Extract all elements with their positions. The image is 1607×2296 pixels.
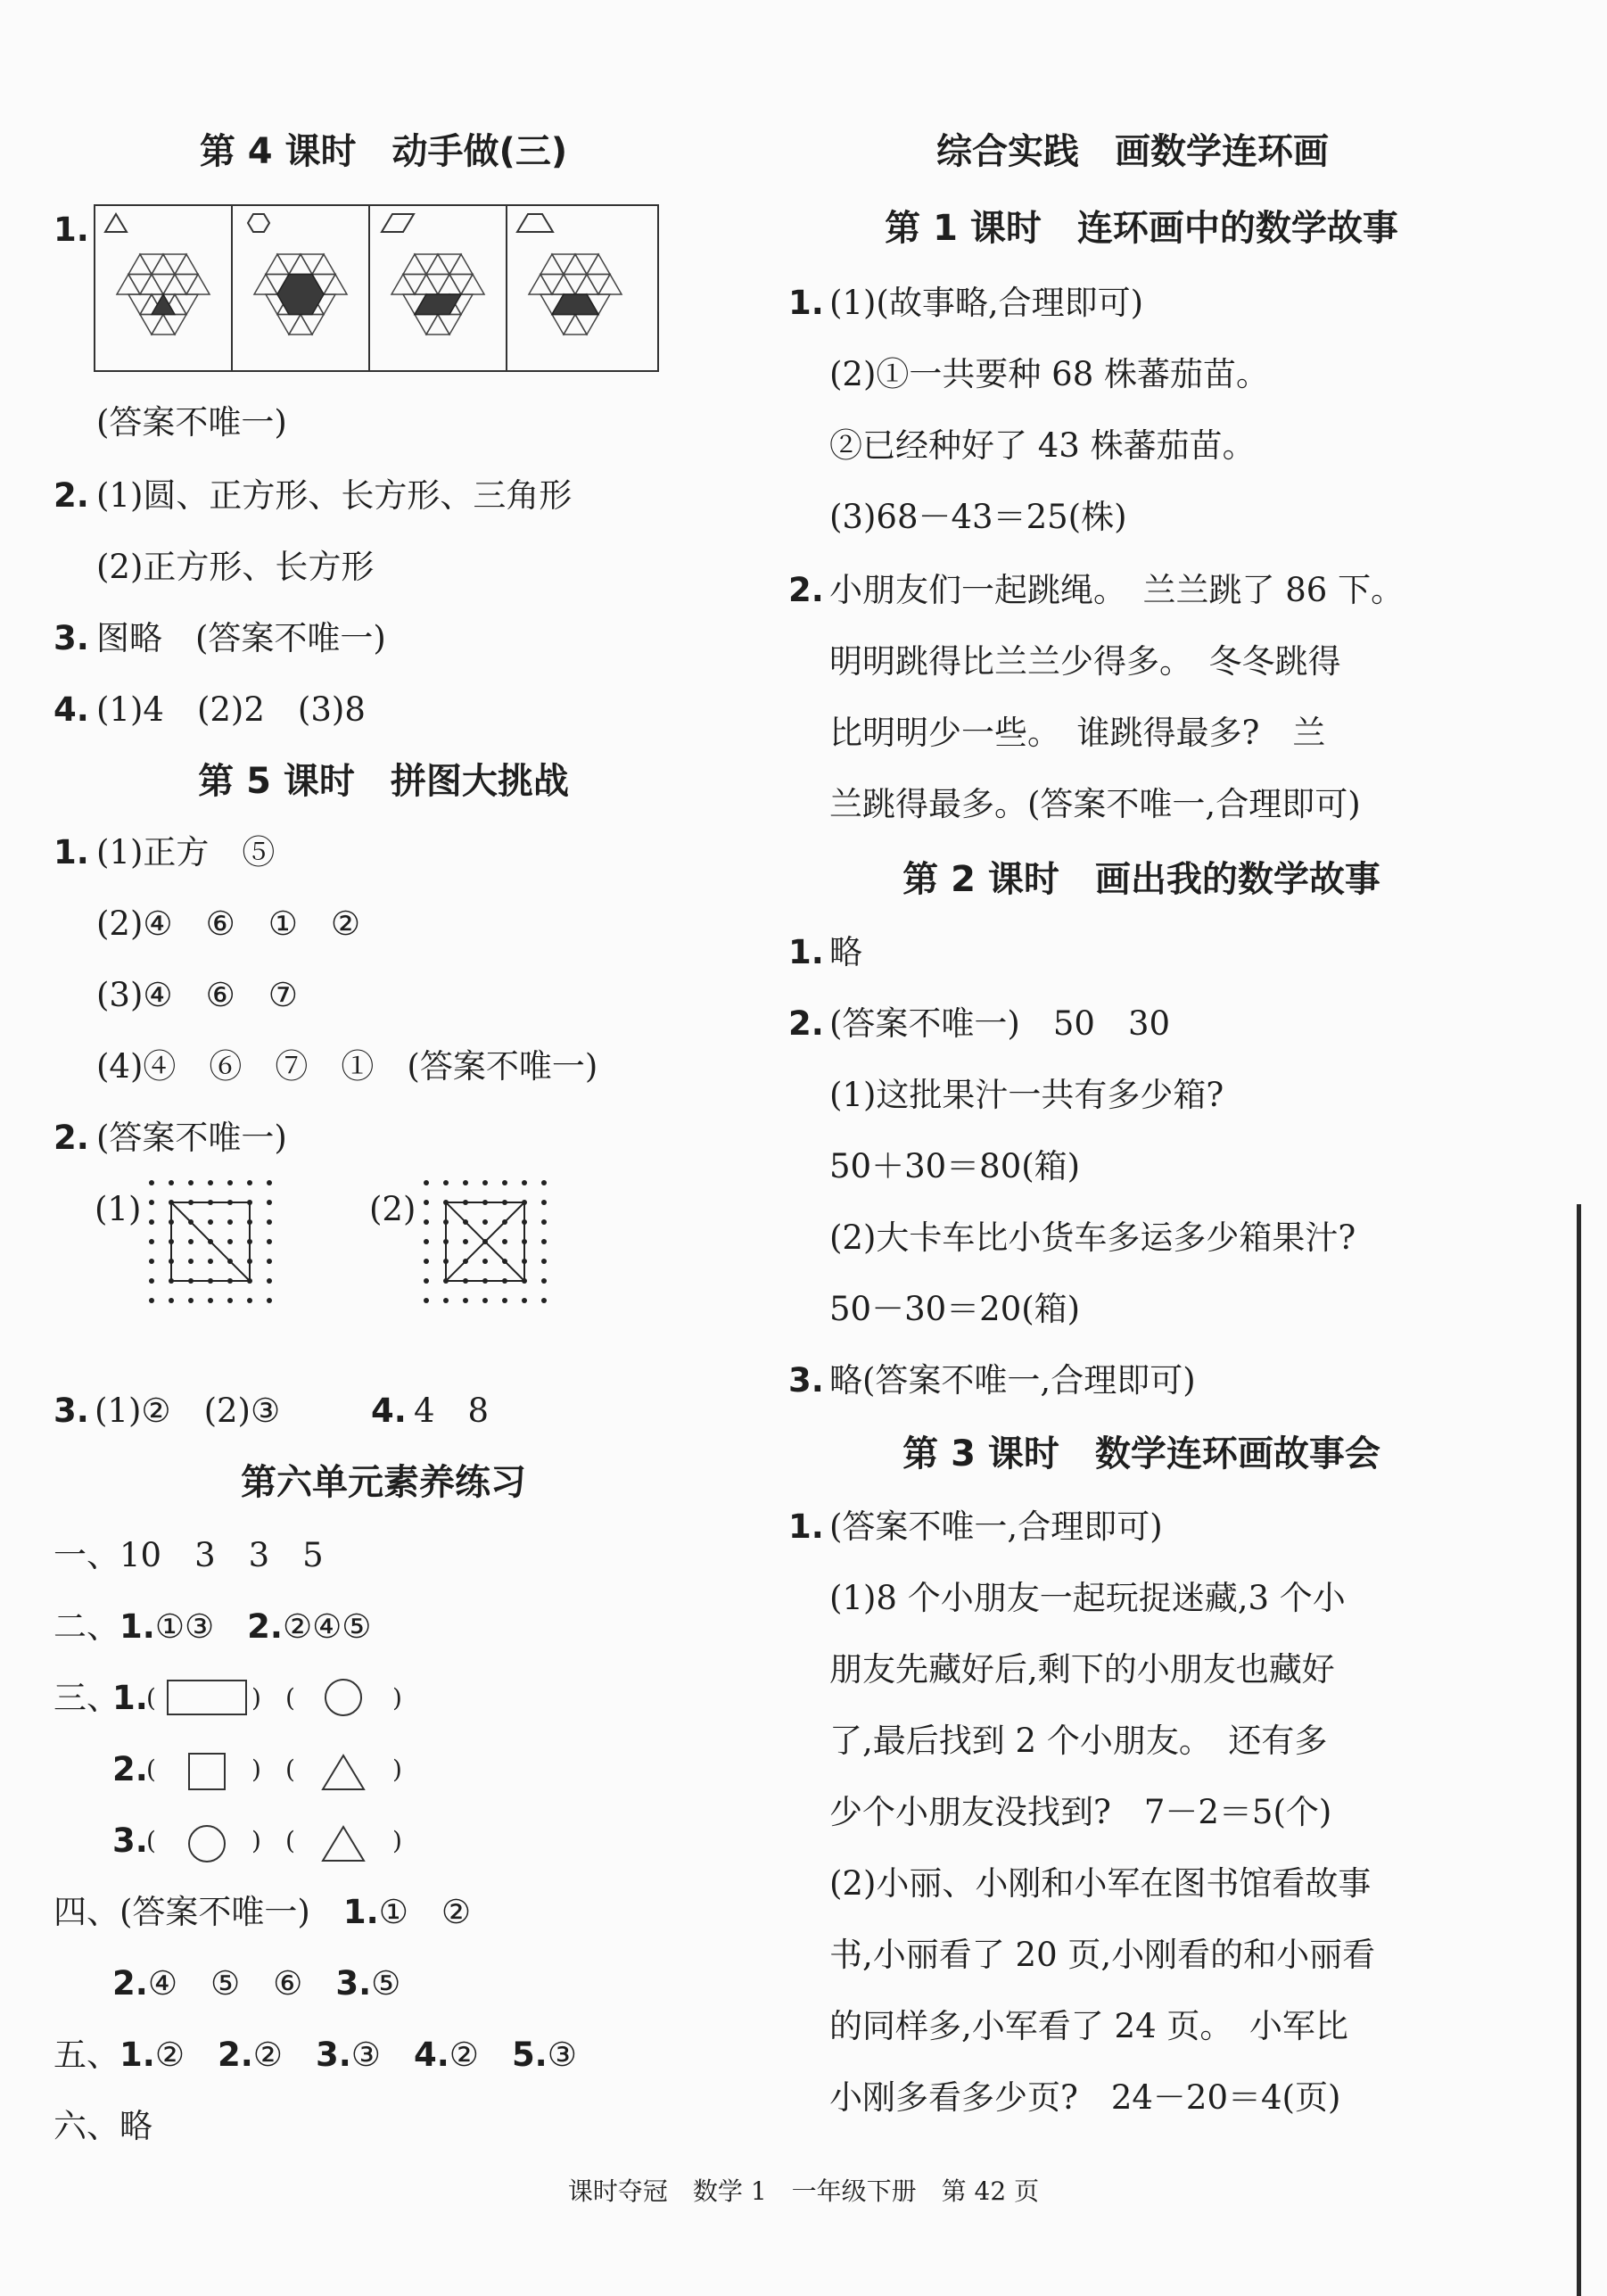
grid-dot [463,1239,468,1244]
grid-triangle [438,275,461,295]
u3-2-paren-a-close: ) [251,1755,261,1784]
u4-2-answer: ④ ⑤ ⑥ [147,1964,336,2003]
grid-dot [149,1259,154,1264]
u5-1-answer: ② [154,2036,218,2074]
u3-1-paren-a-close: ) [251,1683,261,1713]
grid-triangle [289,315,312,335]
s2-label: 2. [788,1004,824,1043]
grid-triangle [540,254,564,275]
grid-triangle [152,315,175,335]
grid-dot [208,1219,213,1225]
s1-label: 1. [788,933,824,971]
grid-triangle [575,275,598,295]
grid-triangle [587,254,610,275]
q4-label: 4. [54,690,89,729]
grid-dot [227,1219,233,1225]
grid-dot [267,1259,272,1264]
q2-answer-b: (2)正方形、长方形 [96,548,375,586]
grid-dot [267,1200,272,1205]
grid-triangle [128,275,152,295]
r1-b: (2)①一共要种 68 株蕃茄苗。 [829,355,1270,393]
u5-3-label: 3. [315,2036,351,2074]
u3-3-paren-a-open: ( [146,1826,156,1855]
u3-3-paren-b-close: ) [392,1826,402,1855]
grid-triangle [391,275,415,295]
r2-a: 小朋友们一起跳绳。 兰兰跳了 86 下。 [829,571,1405,609]
grid-dot [208,1298,213,1303]
scan-edge-line [1577,1204,1581,2296]
s1-answer: 略 [829,933,862,971]
diagonal-line [171,1202,250,1281]
unit6-part6: 六、略 [54,2107,152,2145]
grid-triangle [415,315,438,335]
u4-prefix: 四、(答案不唯一) [54,1893,343,1931]
s2-a: (答案不唯一) 50 30 [829,1004,1171,1043]
s2-d: (2)大卡车比小货车多运多少箱果汁? [829,1218,1356,1257]
t1-e: 少个小朋友没找到? 7－2＝5(个) [829,1793,1332,1831]
grid-triangle [128,254,152,275]
t1-a: (答案不唯一,合理即可) [829,1507,1163,1546]
grid-triangle [564,254,587,275]
u2-1-label: 1. [119,1607,155,1646]
grid-triangle [186,275,210,295]
grid-triangle [117,275,140,295]
triangle-shape [323,1755,364,1789]
lesson1-title: 第 1 课时 连环画中的数学故事 [885,208,1398,249]
grid-triangle [163,275,186,295]
grid-dot [188,1180,194,1185]
t1-i: 小刚多看多少页? 24－20＝4(页) [829,2078,1341,2117]
grid-triangle [426,275,449,295]
grid-dot [424,1259,429,1264]
grid-triangle [438,254,461,275]
page-footer: 课时夺冠 数学 1 一年级下册 第 42 页 [567,2176,1040,2206]
shaded-piece [415,294,461,315]
unit6-shape-answers [161,1673,401,1879]
u5-prefix: 五、 [54,2036,119,2074]
grid-dot [502,1239,507,1244]
grid-dot [267,1239,272,1244]
rhombus-icon [382,214,414,232]
u3-3-paren-a-close: ) [251,1826,261,1855]
l5-q4-answer: 4 8 [414,1392,490,1430]
l5-q1-2: (2)④ ⑥ ① ② [96,904,361,943]
grid-triangle [575,254,598,275]
grid-dot [267,1278,272,1284]
grid-triangle [540,275,564,295]
grid-triangle [254,275,277,295]
grid-triangle [140,275,163,295]
grid-dot [443,1180,449,1185]
grid-dot [149,1298,154,1303]
grid-dot [149,1278,154,1284]
grid-dot [267,1298,272,1303]
grid-triangle [266,254,289,275]
grid-dot [188,1239,194,1244]
grid-dot [424,1180,429,1185]
shaded-piece [552,294,598,315]
unit6-part1: 一、10 3 3 5 [54,1536,324,1574]
circle-shape [326,1680,361,1715]
square-shape [189,1754,225,1789]
grid-triangle [175,254,198,275]
grid-triangle [140,315,163,335]
grid-dot [482,1298,488,1303]
grid-dot [541,1200,547,1205]
grid-dot [482,1180,488,1185]
grid-dot [267,1219,272,1225]
l5-q2-label: 2. [54,1119,89,1157]
grid-triangle [175,275,198,295]
q2-answer-a: (1)圆、正方形、长方形、三角形 [96,476,573,515]
s2-b: (1)这批果汁一共有多少箱? [829,1076,1224,1114]
grid-dot [267,1180,272,1185]
grid-triangle [152,254,175,275]
s2-c: 50＋30＝80(箱) [829,1147,1081,1185]
grid-triangle [312,254,335,275]
grid-dot [247,1180,252,1185]
u4-1-label: 1. [342,1893,379,1931]
u5-1-label: 1. [119,2036,155,2074]
grid-triangle [438,315,461,335]
t1-h: 的同样多,小军看了 24 页。 小军比 [829,2007,1348,2045]
grid-dot [541,1219,547,1225]
r1-c: ②已经种好了 43 株蕃茄苗。 [829,426,1256,465]
grid-triangle [426,315,449,335]
q1-label: 1. [54,211,89,249]
l5-q3-label: 3. [54,1392,89,1430]
section-title: 综合实践 画数学连环画 [936,131,1329,172]
q3-label: 3. [54,619,89,657]
u3-2-label: 2. [112,1750,148,1788]
u5-4-label: 4. [413,2036,449,2074]
r2-d: 兰跳得最多。(答案不唯一,合理即可) [829,785,1361,823]
grid-triangle [449,254,473,275]
u5-2-answer: ② [252,2036,316,2074]
lesson4-title: 第 4 课时 动手做(三) [199,131,568,172]
u2-2-answer: ②④⑤ [282,1607,372,1646]
hexagon-icon [248,214,269,232]
grid-dot [424,1298,429,1303]
lesson3-title: 第 3 课时 数学连环画故事会 [902,1433,1380,1474]
grid-dot [424,1239,429,1244]
hexagon-tiling-figure [95,205,658,371]
t1-d: 了,最后找到 2 个小朋友。 还有多 [829,1722,1328,1760]
u2-1-answer: ①③ [154,1607,248,1646]
grid-dot [522,1180,527,1185]
q2-label: 2. [54,476,89,515]
grid-dot [208,1259,213,1264]
grid-dot [502,1298,507,1303]
grid-dot [443,1298,449,1303]
u3-1-paren-a-open: ( [146,1683,156,1713]
grid-triangle [403,275,426,295]
grid-triangle [564,275,587,295]
grid-dot [541,1180,547,1185]
circle-shape [189,1826,225,1862]
r2-c: 比明明少一些。 谁跳得最多? 兰 [829,714,1326,752]
u4-2-label: 2. [112,1964,148,2003]
r1-label: 1. [788,284,824,322]
l5-q4-label: 4. [371,1392,407,1430]
lesson5-title: 第 5 课时 拼图大挑战 [198,761,569,802]
u4-3-answer: ⑤ [371,1964,401,2003]
r2-label: 2. [788,571,824,609]
hexagon-grid [254,254,347,334]
hexagon-grid [117,254,210,334]
u5-4-answer: ② [449,2036,512,2074]
s3-answer: 略(答案不唯一,合理即可) [829,1361,1196,1400]
grid-dot [522,1298,527,1303]
u2-2-label: 2. [247,1607,283,1646]
grid-dot [208,1180,213,1185]
unit6-part4-row2 [112,1964,400,2003]
grid-triangle [324,275,347,295]
l5-q1-4: (4)④ ⑥ ⑦ ① (答案不唯一) [96,1047,598,1086]
unit6-part2 [54,1607,371,1647]
grid-triangle [564,315,587,335]
grid-triangle [426,254,449,275]
t1-label: 1. [788,1507,824,1546]
triangle-shape [323,1827,364,1861]
r1-a: (1)(故事略,合理即可) [829,284,1144,322]
r2-b: 明明跳得比兰兰少得多。 冬冬跳得 [829,642,1341,681]
u3-prefix: 三、 [54,1679,119,1717]
unit6-part5 [54,2036,577,2075]
grid-dot [227,1298,233,1303]
l5-q1-label: 1. [54,833,89,871]
grid-triangle [598,275,622,295]
grid-triangle [415,275,438,295]
grid-triangle [277,254,301,275]
l5-q2-note: (答案不唯一) [96,1119,287,1157]
grid-dot [424,1219,429,1225]
u3-1-paren-b-close: ) [392,1683,402,1713]
dot-grid-figure-2 [423,1179,601,1358]
u3-3-label: 3. [112,1821,148,1860]
grid-dot [482,1219,488,1225]
u5-5-label: 5. [511,2036,548,2074]
unit6-part4-row1 [54,1893,471,1932]
t1-c: 朋友先藏好后,剩下的小朋友也藏好 [829,1650,1335,1689]
grid-triangle [552,315,575,335]
dot-grid-1-label: (1) [95,1190,142,1228]
hexagon-grid [529,254,622,334]
hexagon-grid [391,254,484,334]
r1-d: (3)68－43＝25(株) [829,498,1127,536]
grid-triangle [175,294,198,315]
dot-grid-2-label: (2) [369,1190,416,1228]
u3-3-paren-b-open: ( [285,1826,295,1855]
u3-2-paren-b-open: ( [285,1755,295,1784]
u3-1-paren-b-open: ( [285,1683,295,1713]
grid-dot [424,1200,429,1205]
grid-dot [149,1200,154,1205]
grid-triangle [552,275,575,295]
shaded-piece [277,275,324,315]
grid-triangle [140,254,163,275]
grid-dot [482,1259,488,1264]
u3-2-paren-b-close: ) [392,1755,402,1784]
grid-triangle [552,254,575,275]
grid-triangle [575,315,598,335]
u5-3-answer: ③ [350,2036,414,2074]
t1-g: 书,小丽看了 20 页,小刚看的和小丽看 [829,1936,1376,1974]
grid-dot [188,1298,194,1303]
shaded-piece [152,294,175,315]
grid-dot [463,1180,468,1185]
grid-triangle [289,254,312,275]
grid-triangle [301,254,324,275]
grid-triangle [415,254,438,275]
grid-dot [541,1239,547,1244]
u4-1-answer: ① ② [378,1893,472,1931]
grid-dot [149,1219,154,1225]
grid-triangle [301,315,324,335]
grid-dot [227,1180,233,1185]
q3-answer: 图略 (答案不唯一) [96,619,386,657]
grid-dot [541,1259,547,1264]
grid-dot [169,1298,174,1303]
grid-triangle [277,315,301,335]
grid-dot [169,1180,174,1185]
rectangle-shape [168,1681,246,1714]
l5-q1-3: (3)④ ⑥ ⑦ [96,976,298,1014]
grid-triangle [461,275,484,295]
triangle-icon [105,214,127,232]
u5-2-label: 2. [217,2036,253,2074]
grid-dot [541,1278,547,1284]
u4-3-label: 3. [335,1964,372,2003]
grid-triangle [587,275,610,295]
s2-e: 50－30＝20(箱) [829,1290,1081,1328]
u3-2-paren-a-open: ( [146,1755,156,1784]
grid-dot [463,1298,468,1303]
t1-f: (2)小丽、小刚和小军在图书馆看故事 [829,1864,1372,1903]
unit6-title: 第六单元素养练习 [241,1462,526,1503]
grid-dot [247,1298,252,1303]
l5-q1-1: (1)正方 ⑤ [96,833,276,871]
grid-dot [188,1259,194,1264]
u3-1-label: 1. [112,1679,148,1717]
grid-triangle [163,315,186,335]
grid-triangle [152,275,175,295]
grid-triangle [449,275,473,295]
u2-prefix: 二、 [54,1607,119,1646]
figure-frame [95,205,658,371]
grid-triangle [128,294,152,315]
grid-triangle [403,254,426,275]
grid-triangle [529,275,552,295]
grid-dot [149,1239,154,1244]
s3-label: 3. [788,1361,824,1400]
u5-5-answer: ③ [547,2036,577,2074]
t1-b: (1)8 个小朋友一起玩捉迷藏,3 个小 [829,1579,1346,1617]
grid-dot [541,1298,547,1303]
q1-note: (答案不唯一) [96,403,287,442]
l5-q3-answer: (1)② (2)③ [95,1392,281,1430]
grid-triangle [163,254,186,275]
grid-dot [149,1180,154,1185]
lesson2-title: 第 2 课时 画出我的数学故事 [902,859,1380,900]
dot-grid-figure-1 [148,1179,326,1358]
grid-dot [227,1239,233,1244]
grid-dot [424,1278,429,1284]
trapezoid-icon [517,214,553,232]
grid-dot [502,1180,507,1185]
q4-answer: (1)4 (2)2 (3)8 [96,690,366,729]
